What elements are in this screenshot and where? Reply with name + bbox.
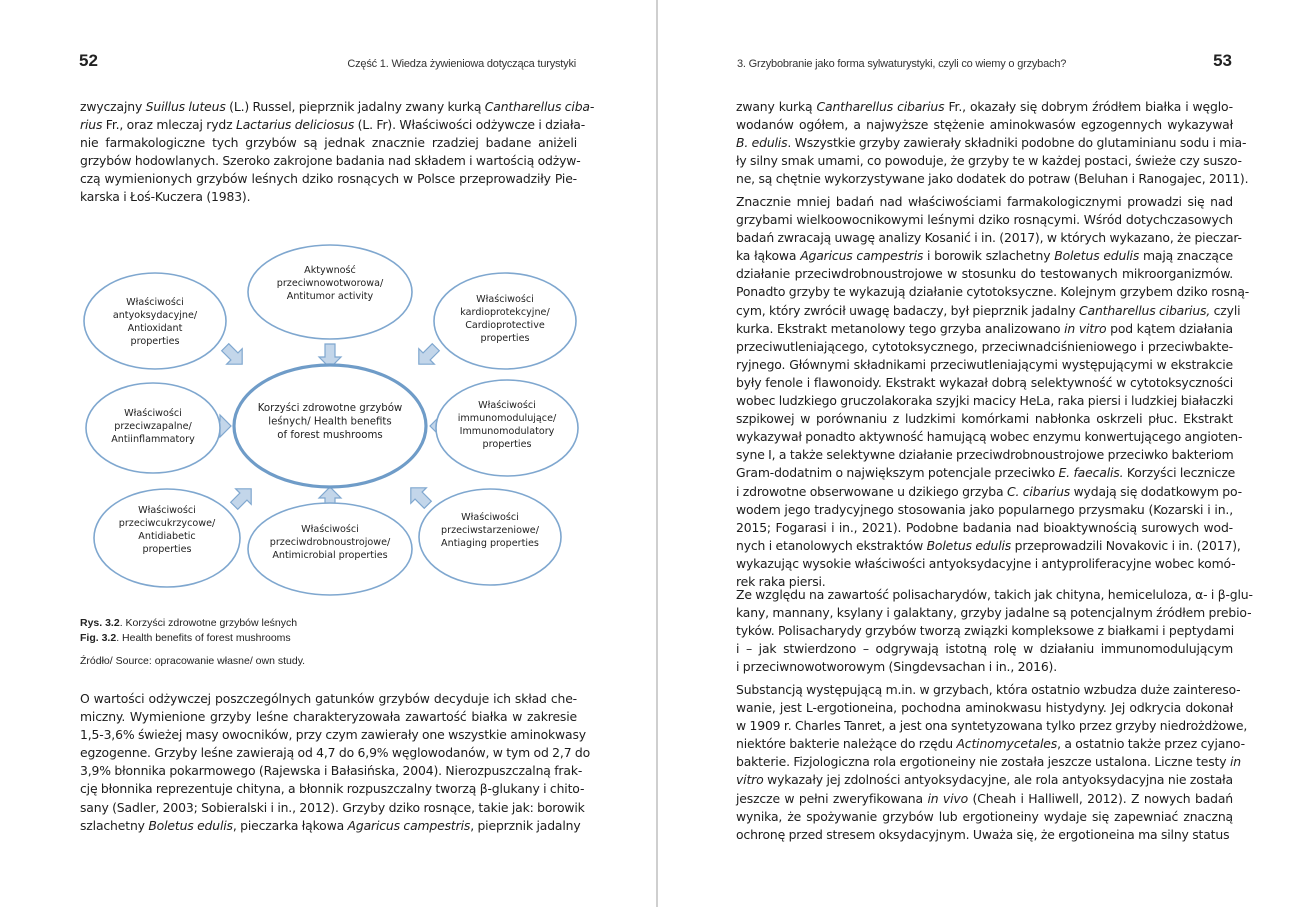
right-paragraph-4 [736,681,1248,844]
node-ellipse [419,489,561,585]
italic-term: vitro [736,772,764,788]
text-line [80,799,585,817]
text-run: Fr., oraz mleczaj rydz [102,117,236,133]
text-run: czą wymienionych grzybów leśnych dziko rosnących w Polsce przeprowadziły Pie- [80,171,577,187]
text-line [736,446,1233,464]
text-run: pod kątem działania [1106,320,1233,336]
text-run: nie farmakologiczne tych grzybów są jednak znacznie rzadziej badane aniżeli [80,135,577,151]
text-run: zwyczajny [80,99,146,114]
italic-term: in vivo [927,790,969,806]
text-run: rek raka piersi. [736,573,826,589]
text-run: Ponadto grzyby te wykazują działanie cytotoksyczne. Kolejnym grzybem dziko rosną- [736,284,1250,300]
node-label: Właściwości [301,524,359,535]
node-label: properties [480,333,530,344]
text-run: zwany kurką [736,99,817,114]
text-run: cym, który zwrócił uwagę badaczy, był pieprznik jadalny [736,302,1079,318]
text-run: . Wszystkie grzyby zawierały składniki podobne do glutaminianu sodu i mia- [787,135,1247,151]
text-run: wobec ludzkiego gruczolakoraka szyjki macicy HeLa, raka piersi i ludzkiej białaczki [736,393,1234,409]
node-label: immunomodulujące/ [457,413,557,424]
text-line [736,519,1233,537]
text-line [736,464,1236,482]
text-line [736,826,1233,844]
text-run: w 1909 r. Charles Tanret, a jest ona syntetyzowana tylko przez grzyby niedrożdżowe, [736,718,1248,734]
page-number-left: 52 [79,51,98,70]
text-line [80,98,595,116]
text-line [80,152,581,170]
italic-term: rius [80,117,103,133]
text-line [736,555,1236,573]
italic-term: Boletus edulis [926,537,1012,553]
figure-caption-en [80,632,291,644]
text-line [736,717,1248,735]
text-run: i przeciwnowotworowym (Singdevsachan i in., 2016). [736,659,1058,675]
node-label: kardioprotekcyjne/ [460,307,550,318]
node-ellipse [84,273,226,369]
text-run: ka łąkowa [736,248,801,264]
text-run: Substancją występującą m.in. w grzybach, która ostatnio wzbudza duże zaintereso- [736,682,1241,697]
text-run: egzogenne. Grzyby leśne zawierają od 4,7 do 6,9% węglowodanów, w tym od 2,7 do [80,745,591,761]
text-run: ły silny smak umami, co powoduje, że grzyby te w każdej postaci, świeże czy suszo- [736,153,1242,169]
text-run: syne I, a także selektywne działanie przeciwdrobnoustrojowe przeciwko bakteriom [736,447,1234,463]
text-run: 3,9% błonnika pokarmowego (Rajewska i Bałasińska, 2004). Nierozpuszczalną frak- [80,763,583,779]
right-paragraph-2 [736,193,1250,591]
text-line [736,622,1233,640]
text-line [736,229,1242,247]
node-label: Antitumor activity [286,291,374,302]
italic-term: Lactarius deliciosus [235,117,355,133]
text-line [736,152,1242,170]
text-run: nych i etanolowych ekstraktów [736,537,927,553]
node-antiinflammatory [86,383,220,473]
text-run: Korzyści lecznicze [1123,465,1236,481]
text-line [736,537,1241,555]
text-line [80,726,586,744]
text-run: i borowik szlachetny [923,248,1055,264]
text-line [80,188,577,206]
node-label: Antimicrobial properties [272,550,388,561]
text-line [736,753,1241,771]
text-line [80,690,577,708]
text-line [736,699,1233,717]
text-line [736,338,1233,356]
text-run: (L. Fr). Właściwości odżywcze i działa- [354,117,586,133]
text-line [736,247,1233,265]
text-line [736,211,1233,229]
figure-caption-pl [80,617,297,629]
text-run: niektóre bakterie należące do rzędu [736,736,957,752]
text-line [736,771,1233,789]
text-run: (Cheah i Halliwell, 2012). Z nowych badań [968,790,1233,806]
italic-term: B. edulis [736,135,788,151]
italic-term: Actinomycetales [956,736,1058,752]
node-label: przeciwcukrzycowe/ [118,518,216,529]
caption-label-pl: Rys. 3.2 [80,617,120,629]
node-label: Aktywność [304,265,356,276]
text-run: przeciwutleniającego, cytotoksycznego, przeciwnadciśnieniowego i przeciwbakte- [736,338,1233,354]
node-label: Właściwości [126,297,184,308]
text-run: wykazywał ponadto aktywność hamującą wobec enzymu konwertującego angioten- [736,429,1243,445]
text-run: sany (Sadler, 2003; Sobieralski i in., 2012). Grzyby dziko rosnące, takie jak: borowik [80,799,585,815]
italic-term: Boletus edulis [1054,248,1140,264]
node-antioxidant [84,273,226,369]
right-paragraph-3 [736,586,1253,676]
text-run: wydają się dodatkowym po- [1070,483,1242,499]
diagram-arrow [403,480,436,513]
text-run: karska i Łoś-Kuczera (1983). [80,189,251,205]
diagram-arrow [226,481,259,514]
left-paragraph-2 [80,690,591,835]
text-run: jeszcze w pełni zweryfikowana [736,790,928,806]
node-label: Antiinflammatory [111,434,195,445]
running-head-right: 3. Grzybobranie jako forma sylwaturystyki, czyli co wiemy o grzybach? [737,58,1067,70]
text-line [736,640,1233,658]
text-line [736,302,1241,320]
italic-term: C. cibarius [1006,483,1071,499]
caption-text-en: . Health benefits of forest mushrooms [116,632,291,644]
node-ellipse [248,503,412,595]
text-line [736,586,1253,604]
text-line [736,735,1245,753]
caption-text-pl: . Korzyści zdrowotne grzybów leśnych [119,617,298,629]
node-label: Właściwości [124,408,182,419]
italic-term: Cantharellus ciba- [484,99,595,114]
text-line [736,410,1233,428]
text-run: miczny. Wymienione grzyby leśne charakteryzowała zawartość białka w zakresie [80,709,577,725]
text-run: i – jak stwierdzono – odgrywają istotną rolę w działaniu immunomodulującym [736,641,1233,657]
text-line [736,134,1247,152]
node-immunomodulatory [436,380,578,476]
text-line [80,780,585,798]
diagram-center [234,365,426,487]
text-line [736,356,1233,374]
node-label: properties [142,544,192,555]
diagram-canvas [80,236,580,608]
page-number-right: 53 [1213,51,1232,70]
text-line [80,170,577,188]
caption-label-en: Fig. 3.2 [80,632,117,644]
text-run: Fr., okazały się dobrym źródłem białka i węglo- [944,99,1233,114]
diagram-arrow [217,339,250,372]
text-run: i zdrowotne obserwowane u dzikiego grzyba [736,483,1007,499]
text-run: szpikowej w porównaniu z ludzkimi komórkami nabłonka oskrzeli płuc. Ekstrakt [736,411,1233,427]
text-line [736,98,1233,116]
running-head-left: Część 1. Wiedza żywieniowa dotycząca turystyki [347,58,576,70]
text-line [736,265,1233,283]
italic-term: Suillus luteus [145,99,226,114]
italic-term: Boletus edulis [148,817,233,833]
text-run: wykazując wysokie właściwości antyoksydacyjne i antyproliferacyjne wobec komó- [736,555,1236,571]
center-label: leśnych/ Health benefits [268,416,392,428]
text-line [736,483,1242,501]
text-run: badań zwracają uwagę analizy Kosanić i in. (2017), w których wykazano, że pieczar- [736,230,1242,246]
text-run: wodanów ogółem, a najwyższe stężenie aminokwasów egzogennych wykazywał [736,117,1233,133]
text-line [736,283,1250,301]
text-line [80,708,577,726]
text-run: ne, są chętnie wykorzystywane jako dodatek do potraw (Beluhan i Ranogajec, 2011). [736,171,1249,187]
text-run: , pieczarka łąkowa [232,817,348,833]
text-line [80,116,586,134]
diagram-arrow [411,339,444,372]
text-run: , a ostatnio także przez cyjano- [1057,736,1245,752]
node-label: Właściwości [461,512,519,523]
text-line [80,134,577,152]
node-label: przeciwnowotworowa/ [276,278,384,289]
text-line [736,428,1243,446]
figure-source: Źródło/ Source: opracowanie własne/ own study. [80,655,306,667]
node-label: Właściwości [138,505,196,516]
left-paragraph-1 [80,98,595,207]
text-run: cję błonnika reprezentuje chityna, a błonnik rozpuszczalny tworzą β-glukany i chito- [80,781,585,797]
text-run: bakterie. Fizjologiczna rola ergotioneiny nie została jeszcze ustalona. Liczne testy [736,754,1230,770]
text-line [736,374,1233,392]
text-line [736,681,1241,699]
text-line [80,744,591,762]
text-line [736,193,1233,211]
node-label: przeciwdrobnoustrojowe/ [269,537,391,548]
text-run: Ze względu na zawartość polisacharydów, takich jak chityna, hemiceluloza, α- i β-glu- [736,587,1253,602]
italic-term: Cantharellus cibarius, [1079,302,1211,318]
text-run: 2015; Fogarasi i in., 2021). Podobne badania nad bioaktywnością surowych wod- [736,519,1233,535]
text-line [736,604,1252,622]
text-run: (L.) Russel, pieprznik jadalny zwany kurką [225,99,485,114]
node-label: properties [482,439,532,450]
italic-term: Agaricus campestris [347,817,471,833]
text-run: mają znaczące [1139,248,1233,264]
text-run: kurka. Ekstrakt metanolowy tego grzyba analizowano [736,320,1065,336]
text-run: ochronę przed stresem oksydacyjnym. Uważa się, że ergotioneina ma silny status [736,826,1230,842]
center-label: Korzyści zdrowotne grzybów [257,403,403,414]
node-label: properties [130,336,180,347]
text-run: kany, mannany, ksylany i galaktany, grzyby jadalne są potencjalnym źródłem prebio- [736,605,1252,621]
text-line [736,170,1249,188]
node-antidiabetic [94,489,240,587]
text-run: przeprowadzili Novakovic i in. (2017), [1011,537,1241,553]
text-run: grzybów hodowlanych. Szeroko zakrojone badania nad składem i wartością odżyw- [80,153,581,169]
text-run: O wartości odżywczej poszczególnych gatunków grzybów decyduje ich skład che- [80,691,577,706]
text-run: Znacznie mniej badań nad właściwościami farmakologicznymi prowadzi się nad [736,194,1233,209]
italic-term: in [1229,754,1241,770]
right-page [658,0,1311,907]
node-label: przeciwstarzeniowe/ [441,525,539,536]
italic-term: E. faecalis. [1058,465,1124,481]
node-antimicrobial [248,503,412,595]
italic-term: in vitro [1064,320,1107,336]
node-label: Immunomodulatory [459,426,555,437]
italic-term: Cantharellus cibarius [816,99,945,114]
node-cardioprotective [434,273,576,369]
node-label: Antiaging properties [441,538,539,549]
text-run: wynika, że spożywanie grzybów lub ergotioneiny wydaje się zapewniać znaczną [736,808,1233,824]
node-label: Antidiabetic [138,531,196,542]
text-line [736,392,1233,410]
text-run: , pieprznik jadalny [470,817,581,833]
text-run: działanie przeciwdrobnoustrojowe w stosunku do testowanych mikroorganizmów. [736,266,1233,282]
node-label: Antioxidant [127,323,183,334]
text-line [80,817,581,835]
right-paragraph-1 [736,98,1249,188]
node-label: przeciwzapalne/ [114,421,192,432]
health-benefits-diagram [80,236,580,608]
text-run: ryjnego. Głównymi składnikami przeciwutleniającymi występującymi w ekstrakcie [736,356,1233,372]
text-line [80,762,583,780]
node-label: Właściwości [476,294,534,305]
text-run: czyli [1210,302,1241,318]
text-line [736,658,1233,676]
node-label: Cardioprotective [465,320,545,331]
text-run: 1,5-3,6% świeżej masy owocników, przy czym zawierały one wszystkie aminokwasy [80,727,586,743]
text-line [736,501,1233,519]
text-line [736,320,1233,338]
text-run: szlachetny [80,817,149,833]
text-run: wanie, jest L-ergotioneina, pochodna aminokwasu histydyny. Jej odkrycia dokonał [736,700,1233,716]
italic-term: Agaricus campestris [800,248,924,264]
node-antiaging [419,489,561,585]
node-label: Właściwości [478,400,536,411]
center-label: of forest mushrooms [277,430,383,441]
text-run: grzybami wielkoowocnikowymi leśnymi dziko rosnącymi. Wśród dotychczasowych [736,212,1233,228]
node-antitumor [248,245,412,339]
text-run: wodem jego tradycyjnego stosowania jako popularnego przysmaku (Kozarski i in., [736,501,1233,517]
text-line [736,790,1233,808]
text-run: wykazały jej zdolności antyoksydacyjne, ale rola antyoksydacyjna nie została [763,772,1233,788]
text-line [736,116,1233,134]
node-label: antyoksydacyjne/ [112,310,198,321]
text-run: Gram-dodatnim o największym potencjale przeciwko [736,465,1059,481]
text-run: tyków. Polisacharydy grzybów tworzą związki kompleksowe z białkami i peptydami [736,623,1235,639]
text-run: były fenole i flawonoidy. Ekstrakt wykazał dobrą selektywność w cytotoksyczności [736,374,1233,390]
text-line [736,808,1233,826]
